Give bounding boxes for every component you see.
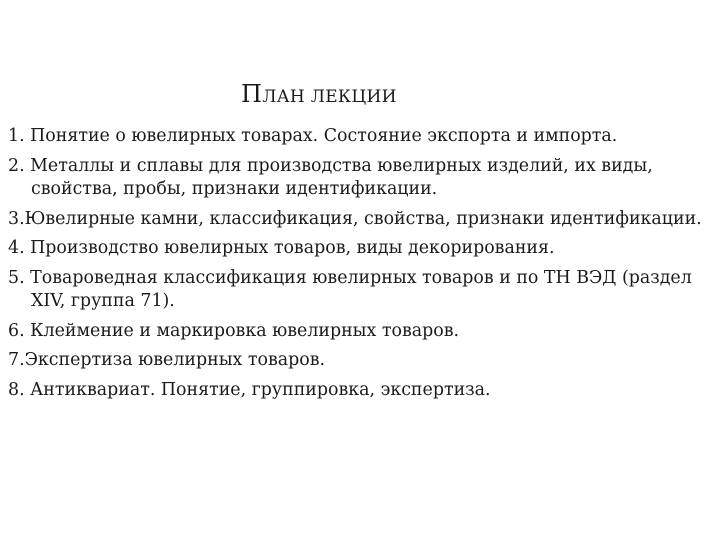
list-item: 8. Антиквариат. Понятие, группировка, экспертиза.	[8, 379, 491, 400]
title-rest: ЛАН ЛЕКЦИИ	[262, 87, 397, 107]
list-item: 5. Товароведная классификация ювелирных товаров и по ТН ВЭД (раздел XIV, группа 71).	[8, 267, 692, 311]
list-item: 4. Производство ювелирных товаров, виды декорирования.	[8, 238, 555, 258]
lecture-plan-list	[8, 125, 714, 408]
list-item: 2. Металлы и сплавы для производства ювелирных изделий, их виды, свойства, пробы, признаки идентификации.	[8, 155, 653, 199]
slide-title	[241, 80, 397, 108]
title-first-letter: П	[241, 80, 263, 108]
list-item: 1. Понятие о ювелирных товарах. Состояние экспорта и импорта.	[8, 126, 618, 146]
list-item: 7.Экспертиза ювелирных товаров.	[8, 350, 326, 370]
list-item: 6. Клеймение и маркировка ювелирных товаров.	[8, 320, 460, 341]
list-item: 3.Ювелирные камни, классификация, свойства, признаки идентификации.	[8, 208, 702, 229]
